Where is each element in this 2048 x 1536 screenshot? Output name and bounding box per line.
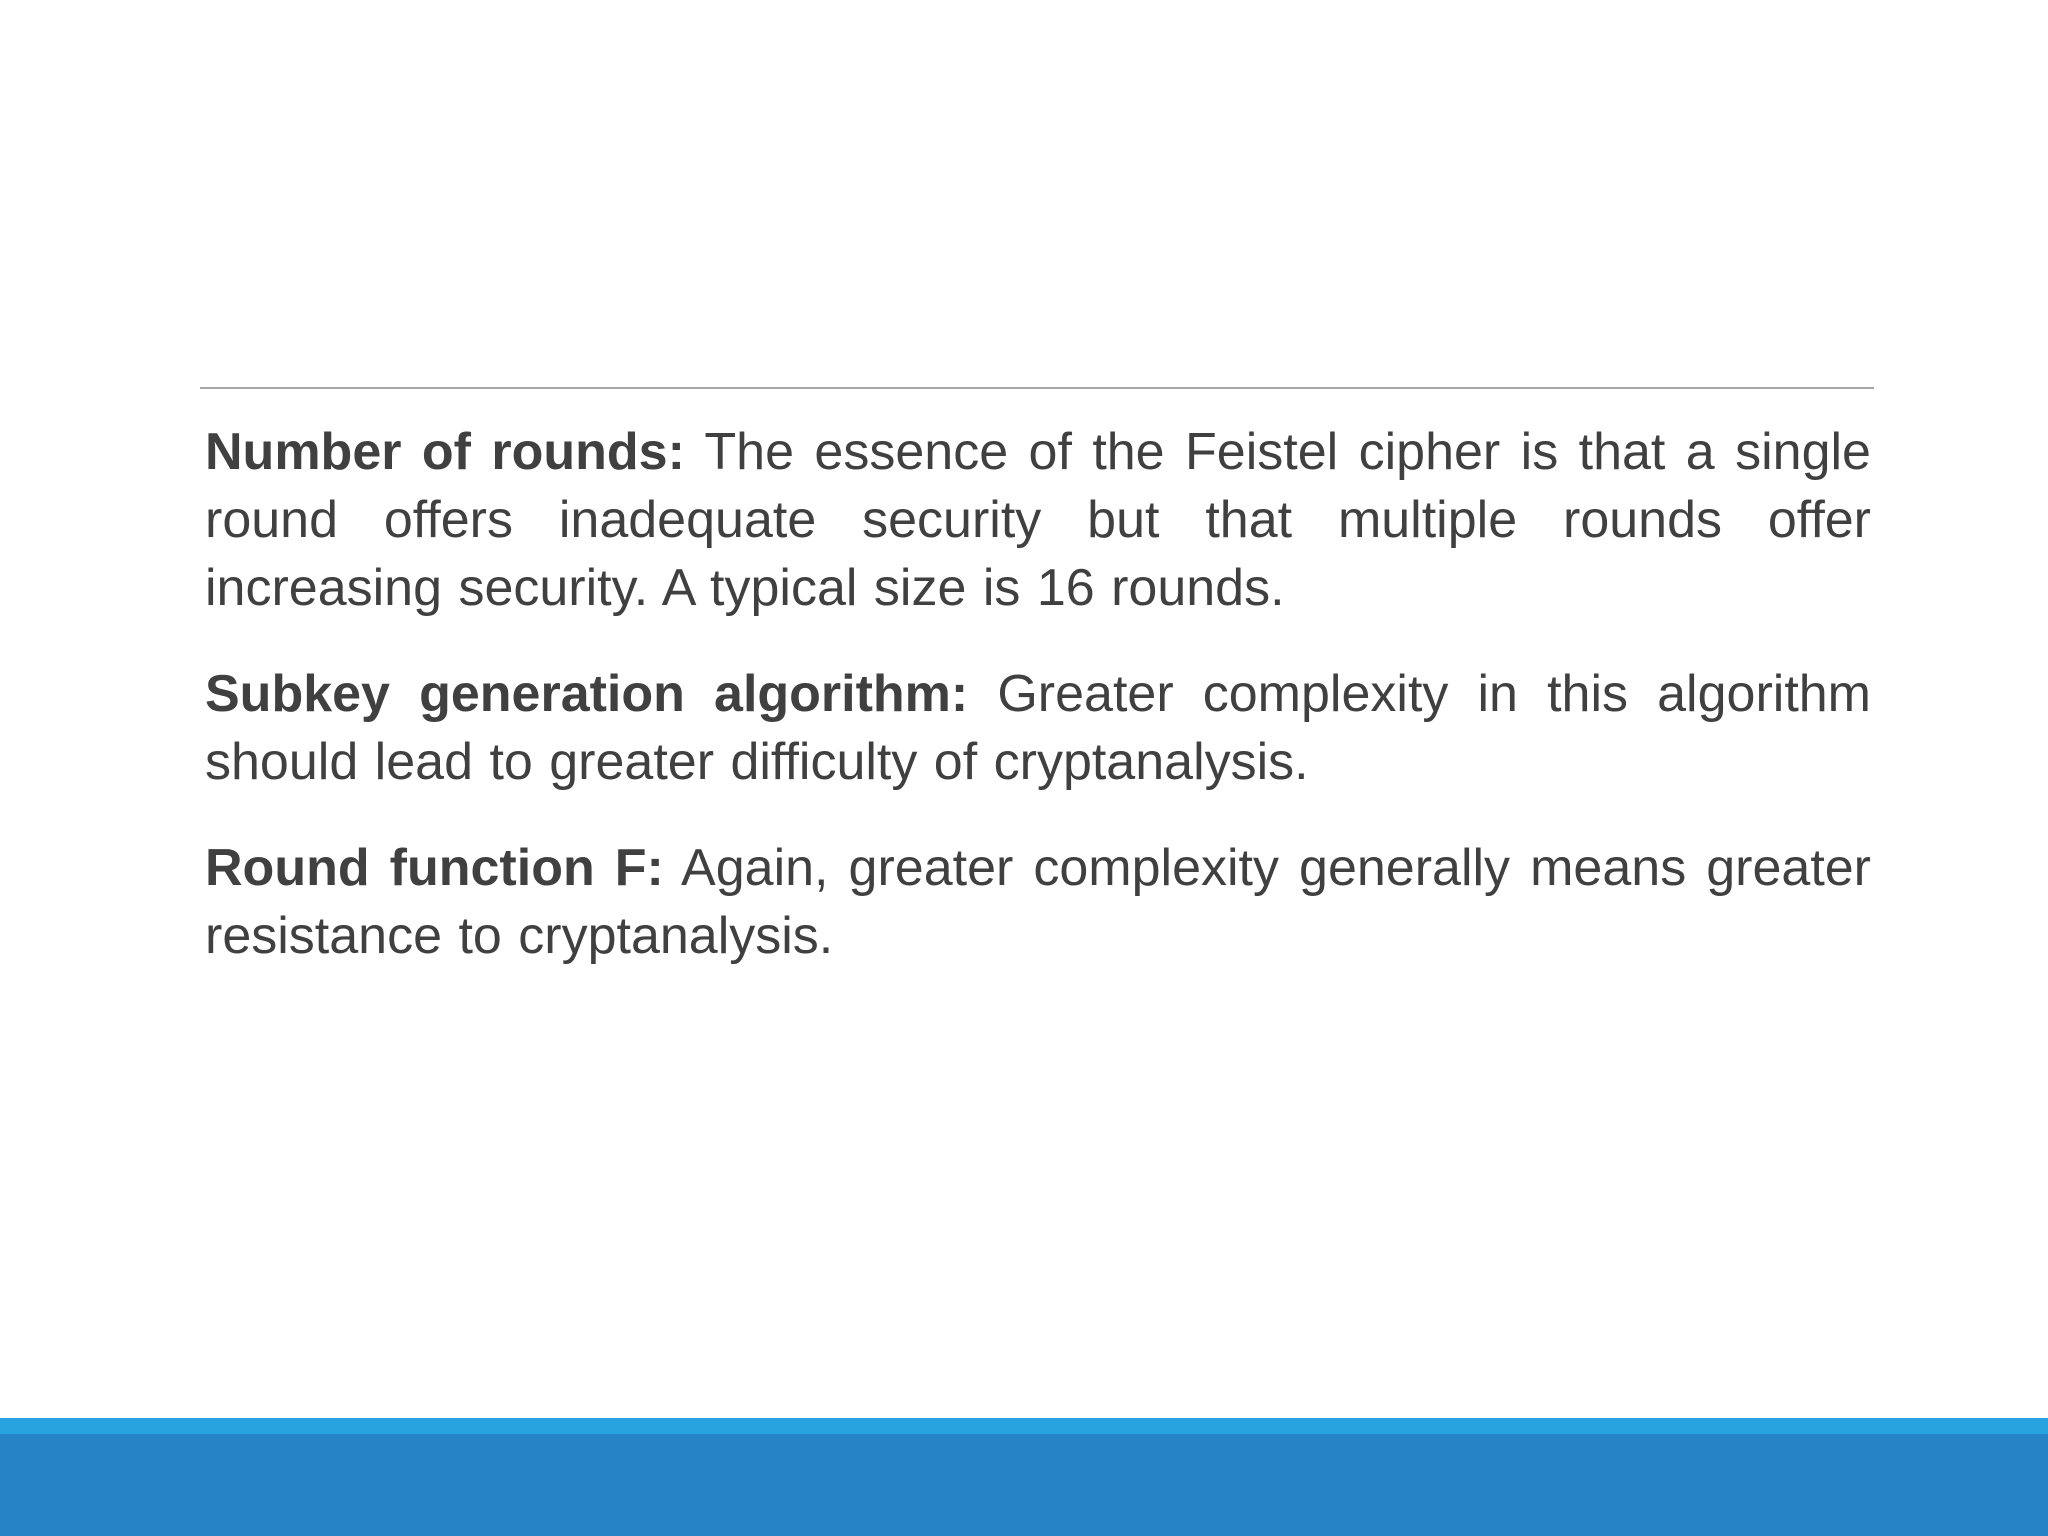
description-subkey-generation: Greater complexity in this algorithm should lead to greater difficulty of cryptanalysis. (205, 665, 1872, 791)
paragraph-subkey-generation (205, 660, 1871, 796)
paragraph-round-function (205, 834, 1871, 970)
slide-body (205, 418, 1871, 1008)
paragraph-number-of-rounds (205, 418, 1871, 622)
description-number-of-rounds: The essence of the Feistel cipher is that a single round offers inadequate security but that multiple rounds offer increasing security. A typical size is 16 rounds. (205, 423, 1871, 617)
term-round-function: Round function F: (205, 839, 664, 897)
description-round-function: Again, greater complexity generally means greater resistance to cryptanalysis. (205, 839, 1871, 965)
term-subkey-generation: Subkey generation algorithm: (205, 665, 969, 723)
footer-accent-stripe (0, 1418, 2048, 1434)
title-divider (200, 387, 1874, 389)
footer-band (0, 1434, 2048, 1536)
term-number-of-rounds: Number of rounds: (205, 423, 685, 481)
